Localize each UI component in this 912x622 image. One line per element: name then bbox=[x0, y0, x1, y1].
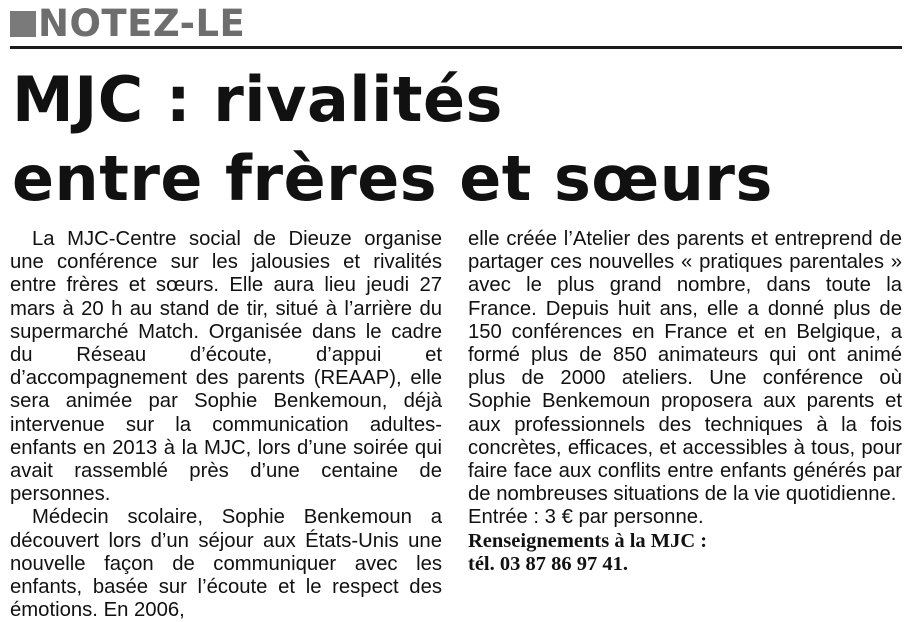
kicker-rule bbox=[10, 46, 902, 49]
headline-line-1: MJC : rivalités bbox=[12, 63, 503, 136]
info-phone: tél. 03 87 86 97 41. bbox=[468, 552, 628, 575]
info-label: Renseignements à la MJC : bbox=[468, 529, 708, 552]
paragraph-2: Médecin scolaire, Sophie Benkemoun a découvert lors d’un séjour aux États-Unis une nouvelle façon de communiquer avec les enfants, basée sur l’écoute et le respect des émotions. En 2006, bbox=[10, 506, 442, 622]
entry-price: Entrée : 3 € par personne. bbox=[468, 506, 704, 529]
kicker bbox=[10, 2, 902, 46]
info-contact bbox=[468, 530, 902, 576]
kicker-square-marker bbox=[10, 11, 36, 37]
paragraph-2-continued: elle créée l’Atelier des parents et entreprend de partager ces nouvelles « pratiques parentales » avec le plus grand nombre, dans toute la France. Depuis huit ans, elle a donné plus de 150 conférences en France et en Belgique, a formé plus de 850 animateurs qui ont animé plus de 2000 ateliers. Une conférence où Sophie Benkemoun proposera aux parents et aux professionnels des techniques à la fois concrètes, efficaces, et accessibles à tous, pour faire face aux conflits entre enfants générés par de nombreuses situations de la vie quotidienne. bbox=[468, 228, 902, 506]
paragraph-1: La MJC-Centre social de Dieuze organise une conférence sur les jalousies et rivalités entre frères et sœurs. Elle aura lieu jeudi 27 mars à 20 h au stand de tir, situé à l’arrière du supermarché Match. Organisée dans le cadre du Réseau d’écoute, d’appui et d’accompagnement des parents (REAAP), elle sera animée par Sophie Benkemoun, déjà intervenue sur la communication adultes-enfants en 2013 à la MJC, lors d’une soirée qui avait rassemblé près d’une centaine de personnes. bbox=[10, 228, 442, 506]
headline-line-2: entre frères et sœurs bbox=[12, 142, 773, 215]
left-column bbox=[10, 228, 442, 622]
right-column bbox=[468, 228, 902, 576]
kicker-label: NOTEZ-LE bbox=[38, 2, 246, 45]
headline bbox=[12, 60, 902, 218]
